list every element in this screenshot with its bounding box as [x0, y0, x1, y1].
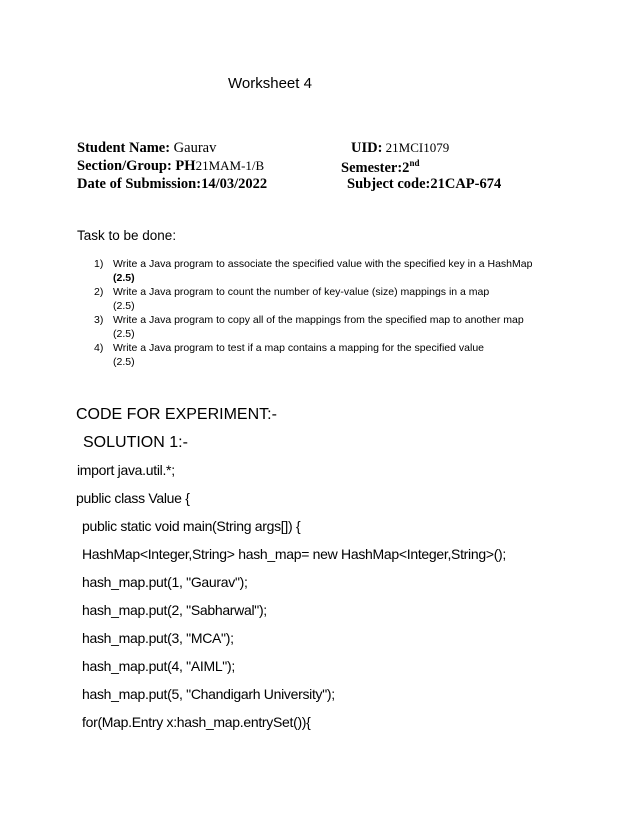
task-number: 2): [94, 286, 104, 298]
code-line: hash_map.put(2, "Sabharwal");: [82, 602, 267, 618]
student-name-value: Gaurav: [170, 140, 217, 156]
task-points: (2.5): [113, 300, 135, 312]
task-text: Write a Java program to associate the specified value with the specified key in a HashMap: [113, 258, 533, 270]
code-line: hash_map.put(5, "Chandigarh University");: [82, 686, 335, 702]
task-text: Write a Java program to copy all of the mappings from the specified map to another map: [113, 314, 524, 326]
section-label: Section/Group: PH: [77, 158, 196, 174]
task-number: 3): [94, 314, 104, 326]
task-body: [113, 341, 484, 369]
task-body: [113, 285, 489, 313]
task-number: 1): [94, 258, 104, 270]
uid-label: UID:: [351, 140, 383, 156]
code-line: import java.util.*;: [77, 462, 175, 478]
code-heading: CODE FOR EXPERIMENT:-: [76, 406, 277, 423]
task-list: [94, 257, 564, 369]
task-text: Write a Java program to test if a map contains a mapping for the specified value: [113, 342, 484, 354]
semester-sup: nd: [409, 158, 420, 168]
code-line: public class Value {: [76, 490, 190, 506]
code-line: hash_map.put(3, "MCA");: [82, 630, 234, 646]
task-points: (2.5): [113, 272, 135, 284]
uid-value: 21MCI1079: [382, 140, 450, 155]
student-name-label: Student Name:: [77, 140, 171, 156]
task-item: [94, 313, 564, 341]
code-line: public static void main(String args[]) {: [82, 518, 301, 534]
task-text: Write a Java program to count the number of key-value (size) mappings in a map: [113, 286, 490, 298]
subject-code: Subject code:21CAP-674: [347, 176, 502, 192]
task-heading: Task to be done:: [77, 228, 177, 243]
section-value: 21MAM-1/B: [195, 158, 265, 173]
task-points: (2.5): [113, 356, 135, 368]
task-body: [113, 257, 532, 285]
task-item: [94, 285, 564, 313]
worksheet-title: Worksheet 4: [228, 75, 312, 92]
code-line: for(Map.Entry x:hash_map.entrySet()){: [82, 714, 311, 730]
submission-date: Date of Submission:14/03/2022: [77, 176, 268, 192]
section-group: [77, 158, 264, 175]
task-item: [94, 341, 564, 369]
code-line: hash_map.put(1, "Gaurav");: [82, 574, 248, 590]
student-name: [77, 140, 216, 157]
solution-heading: SOLUTION 1:-: [83, 434, 188, 451]
semester-label: Semester:2: [341, 159, 410, 176]
task-number: 4): [94, 342, 104, 354]
semester: [341, 158, 419, 177]
code-line: hash_map.put(4, "AIML");: [82, 658, 235, 674]
code-line: HashMap<Integer,String> hash_map= new HashMap<Integer,String>();: [82, 546, 507, 562]
task-points: (2.5): [113, 328, 135, 340]
task-item: [94, 257, 564, 285]
task-body: [113, 313, 524, 341]
student-uid: [351, 140, 449, 157]
